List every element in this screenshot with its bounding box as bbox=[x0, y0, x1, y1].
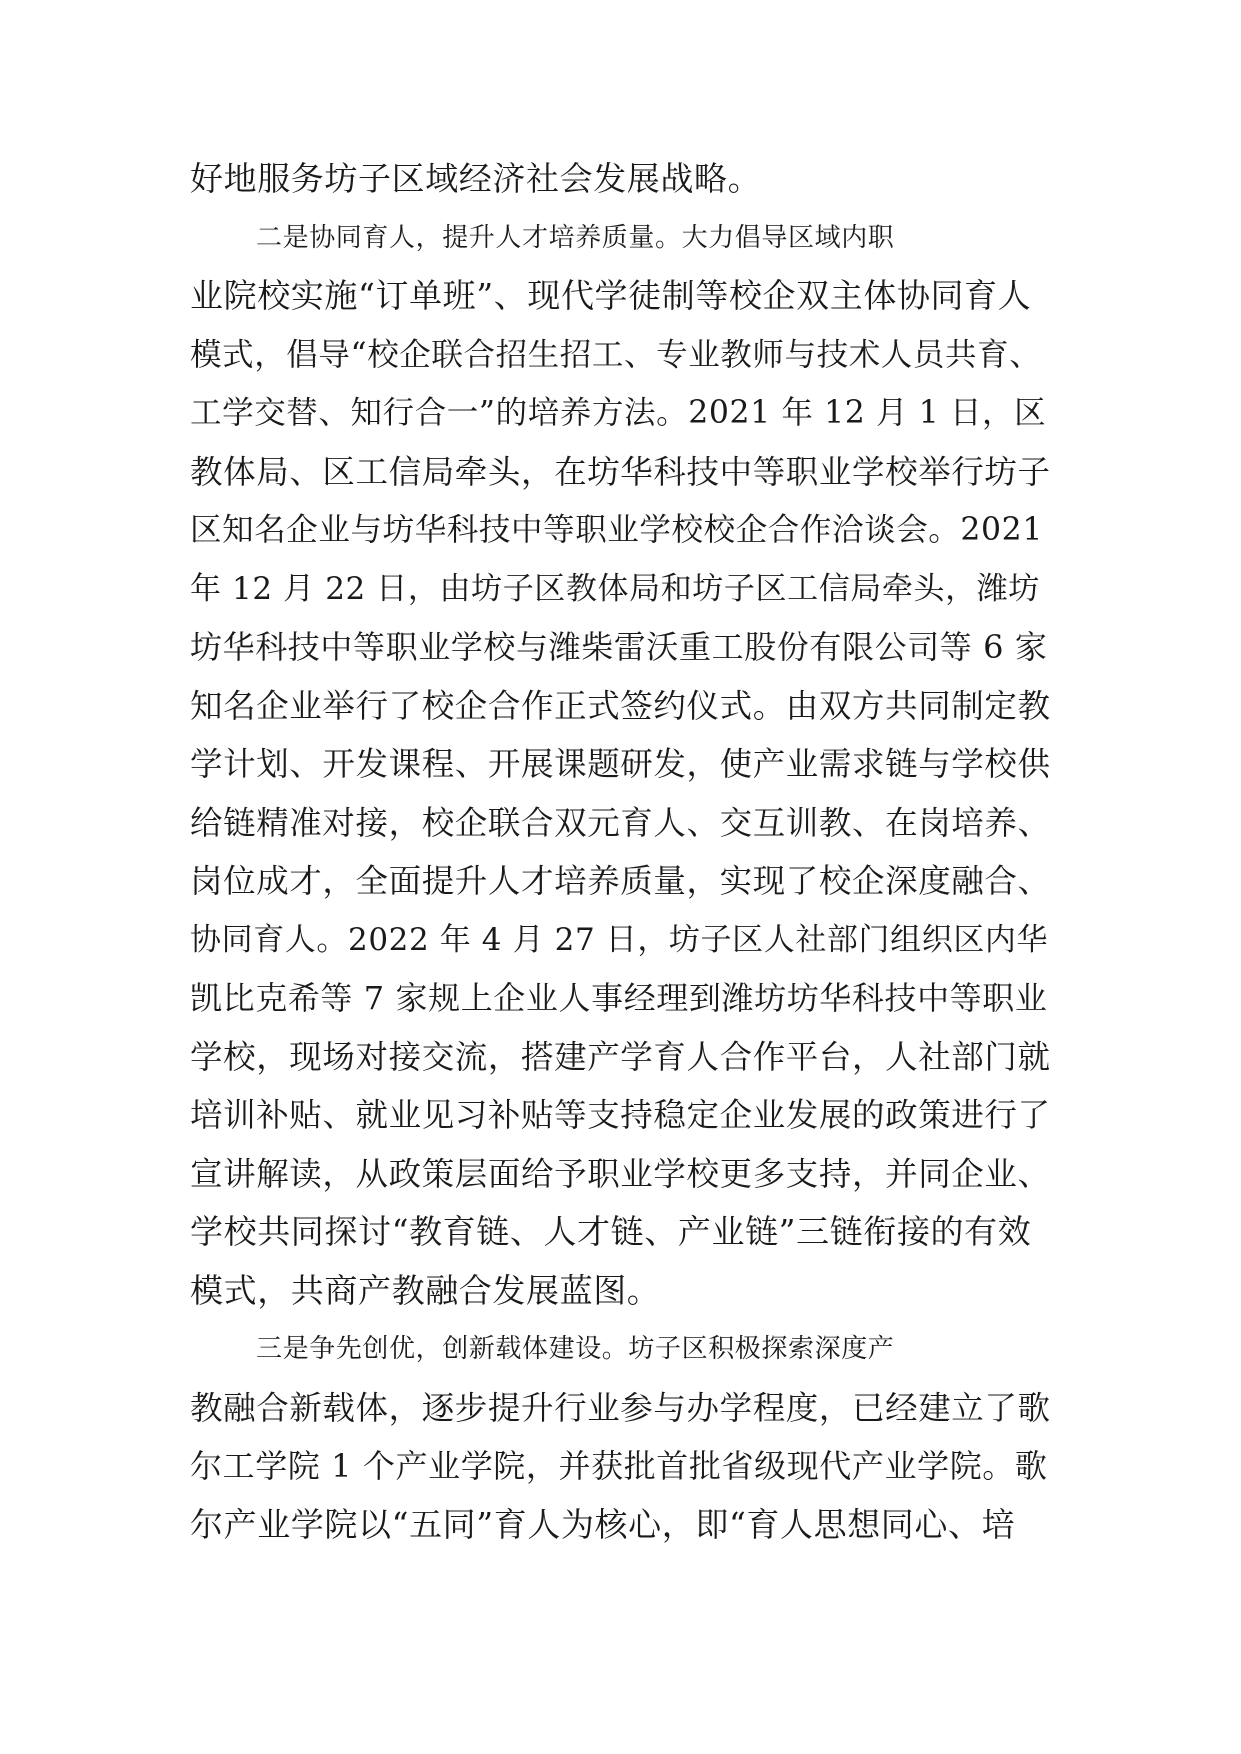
text-line: 凯比克希等 7 家规上企业人事经理到潍坊坊华科技中等职业 bbox=[190, 979, 1048, 1017]
text-line: 教融合新载体，逐步提升行业参与办学程度，已经建立了歌 bbox=[190, 1388, 1051, 1427]
text-line: 知名企业举行了校企合作正式签约仪式。由双方共同制定教 bbox=[190, 686, 1051, 725]
text-line: 教体局、区工信局牵头，在坊华科技中等职业学校举行坊子 bbox=[190, 452, 1051, 491]
text-line: 宣讲解读，从政策层面给予职业学校更多支持，并同企业、 bbox=[190, 1154, 1051, 1193]
text-line: 工学交替、知行合一”的培养方法。2021 年 12 月 1 日，区 bbox=[190, 395, 1047, 431]
paragraph-first-line: 二是协同育人，提升人才培养质量。大力倡导区域内职 bbox=[256, 222, 895, 253]
text-line: 尔产业学院以“五同”育人为核心，即“育人思想同心、培 bbox=[190, 1504, 1016, 1544]
text-line: 学计划、开发课程、开展课题研发，使产业需求链与学校供 bbox=[190, 745, 1051, 783]
text-line: 协同育人。2022 年 4 月 27 日，坊子区人社部门组织区内华 bbox=[190, 921, 1049, 958]
text-line: 坊华科技中等职业学校与潍柴雷沃重工股份有限公司等 6 家 bbox=[190, 628, 1048, 666]
text-line: 尔工学院 1 个产业学院，并获批首批省级现代产业学院。歌 bbox=[190, 1447, 1048, 1485]
text-line: 岗位成才，全面提升人才培养质量，实现了校企深度融合、 bbox=[190, 862, 1051, 900]
text-line: 学校，现场对接交流，搭建产学育人合作平台，人社部门就 bbox=[190, 1037, 1051, 1076]
text-line: 给链精准对接，校企联合双元育人、交互训教、在岗培养、 bbox=[190, 803, 1051, 842]
text-line: 区知名企业与坊华科技中等职业学校校企合作洽谈会。2021 bbox=[190, 512, 1043, 548]
text-line: 业院校实施“订单班”、现代学徒制等校企双主体协同育人 bbox=[190, 276, 1032, 315]
document-body bbox=[190, 150, 1050, 1554]
text-line: 年 12 月 22 日，由坊子区教体局和坊子区工信局牵头，潍坊 bbox=[190, 570, 1040, 607]
paragraph-first-line: 三是争先创优，创新载体建设。坊子区积极探索深度产 bbox=[256, 1334, 895, 1364]
text-line: 好地服务坊子区域经济社会发展战略。 bbox=[190, 159, 762, 198]
text-line: 模式，共商产教融合发展蓝图。 bbox=[190, 1270, 661, 1310]
text-line: 模式，倡导“校企联合招生招工、专业教师与技术人员共育、 bbox=[190, 336, 1042, 373]
text-line: 培训补贴、就业见习补贴等支持稳定企业发展的政策进行了 bbox=[190, 1096, 1051, 1134]
text-line: 学校共同探讨“教育链、人才链、产业链”三链衔接的有效 bbox=[190, 1212, 1032, 1251]
